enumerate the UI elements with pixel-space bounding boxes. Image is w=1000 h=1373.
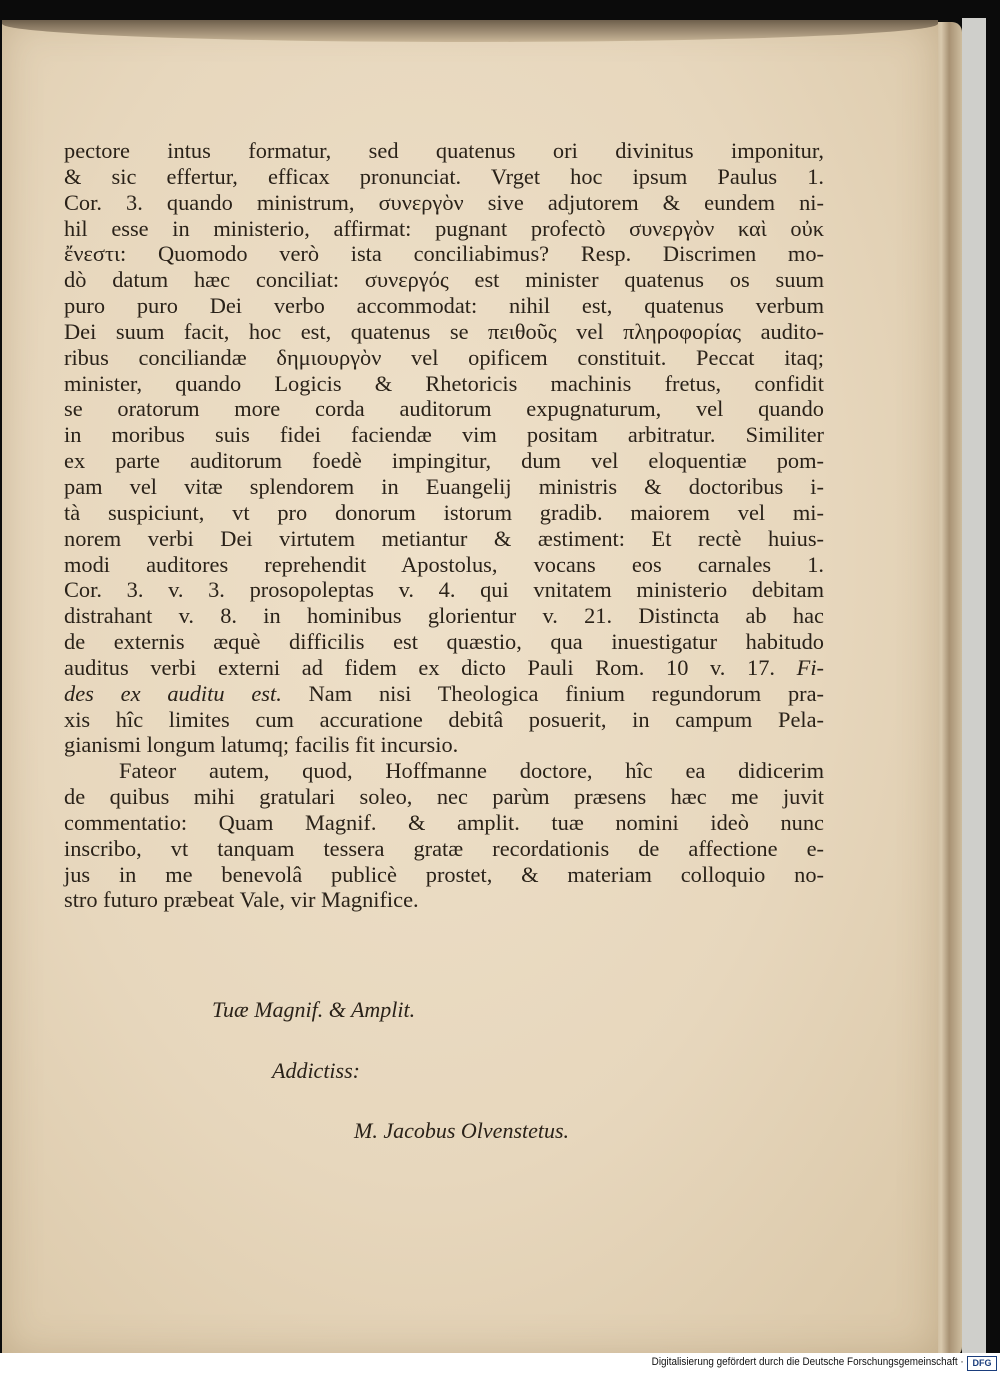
text-line: jus in me benevolâ publicè prostet, & materiam colloquio no- bbox=[64, 861, 824, 887]
text-line: dò datum hæc conciliat: συνεργός est minister quatenus os suum bbox=[64, 267, 824, 293]
text-line: distrahant v. 8. in hominibus glorientur v. 21. Distincta ab hac bbox=[64, 603, 824, 629]
text-line: minister, quando Logicis & Rhetoricis machinis fretus, confidit bbox=[64, 370, 824, 396]
text-line: ἔνεστι: Quomodo verò ista conciliabimus? Resp. Discrimen mo- bbox=[64, 241, 824, 267]
text-line: hil esse in ministerio, affirmat: pugnant profectò συνεργὸν καὶ οὐκ bbox=[64, 215, 824, 241]
text-line: de externis æquè difficilis est quæstio, qua inuestigatur habitudo bbox=[64, 629, 824, 655]
text-segment: Nam nisi Theologica finium regundorum pra- bbox=[308, 680, 824, 706]
text-line: Cor. 3. quando ministrum, συνεργὸν sive adjutorem & eundem ni- bbox=[64, 189, 824, 215]
book-page bbox=[2, 20, 938, 1353]
italic-segment: des ex auditu est. bbox=[64, 680, 282, 706]
body-text bbox=[64, 138, 824, 913]
text-line: gianismi longum latumq; facilis fit incursio. bbox=[64, 732, 459, 758]
text-line-with-italic bbox=[64, 681, 824, 707]
italic-segment: Fi- bbox=[796, 654, 824, 680]
text-line: de quibus mihi gratulari soleo, nec parùm præsens hæc me juvit bbox=[64, 784, 824, 810]
text-line: se oratorum more corda auditorum expugnaturum, vel quando bbox=[64, 396, 824, 422]
text-line: & sic effertur, efficax pronunciat. Vrget hoc ipsum Paulus 1. bbox=[64, 163, 824, 189]
text-line: puro puro Dei verbo accommodat: nihil est, quatenus verbum bbox=[64, 293, 824, 319]
text-line: modi auditores reprehendit Apostolus, vocans eos carnales 1. bbox=[64, 551, 824, 577]
text-line: stro futuro præbeat Vale, vir Magnifice. bbox=[64, 887, 419, 913]
dfg-logo: DFG bbox=[967, 1356, 997, 1371]
text-line: Dei suum facit, hoc est, quatenus se πειθοῦς vel πληροφορίας audito- bbox=[64, 318, 824, 344]
text-line-with-italic bbox=[64, 655, 824, 681]
text-line: Cor. 3. v. 3. prosopoleptas v. 4. qui vnitatem ministerio debitam bbox=[64, 577, 824, 603]
text-line: inscribo, vt tanquam tessera gratæ recordationis de affectione e- bbox=[64, 835, 824, 861]
cliens-line: Addictiss: bbox=[272, 1058, 360, 1083]
paragraph-start-line: Fateor autem, quod, Hoffmanne doctore, hîc ea didicerim bbox=[119, 758, 824, 784]
text-line: xis hîc limites cum accuratione debitâ posuerit, in campum Pela- bbox=[64, 706, 824, 732]
text-line: ribus conciliandæ δημιουργὸν vel opificem constituit. Peccat itaq; bbox=[64, 344, 824, 370]
digitization-footer bbox=[0, 1353, 1000, 1373]
text-line: tà suspiciunt, vt pro donorum istorum gradib. maiorem vel mi- bbox=[64, 499, 824, 525]
text-line: norem verbi Dei virtutem metiantur & æstiment: Et rectè huius- bbox=[64, 525, 824, 551]
text-line: pam vel vitæ splendorem in Euangelij ministris & doctoribus i- bbox=[64, 473, 824, 499]
text-line: ex parte auditorum foedè impingitur, dum vel eloquentiæ pom- bbox=[64, 448, 824, 474]
text-line: pectore intus formatur, sed quatenus ori divinitus imponitur, bbox=[64, 138, 824, 163]
author-signature: M. Jacobus Olvenstetus. bbox=[354, 1118, 570, 1143]
text-line: in moribus suis fidei faciendæ vim positam arbitratur. Similiter bbox=[64, 422, 824, 448]
text-line: commentatio: Quam Magnif. & amplit. tuæ nomini ideò nunc bbox=[64, 809, 824, 835]
text-segment: auditus verbi externi ad fidem ex dicto Pauli Rom. 10 v. 17. bbox=[64, 654, 775, 680]
scan-edge-strip bbox=[962, 18, 986, 1353]
closing-formula: Tuæ Magnif. & Amplit. bbox=[212, 997, 416, 1022]
footer-credit: Digitalisierung gefördert durch die Deutsche Forschungsgemeinschaft · bbox=[651, 1356, 964, 1368]
